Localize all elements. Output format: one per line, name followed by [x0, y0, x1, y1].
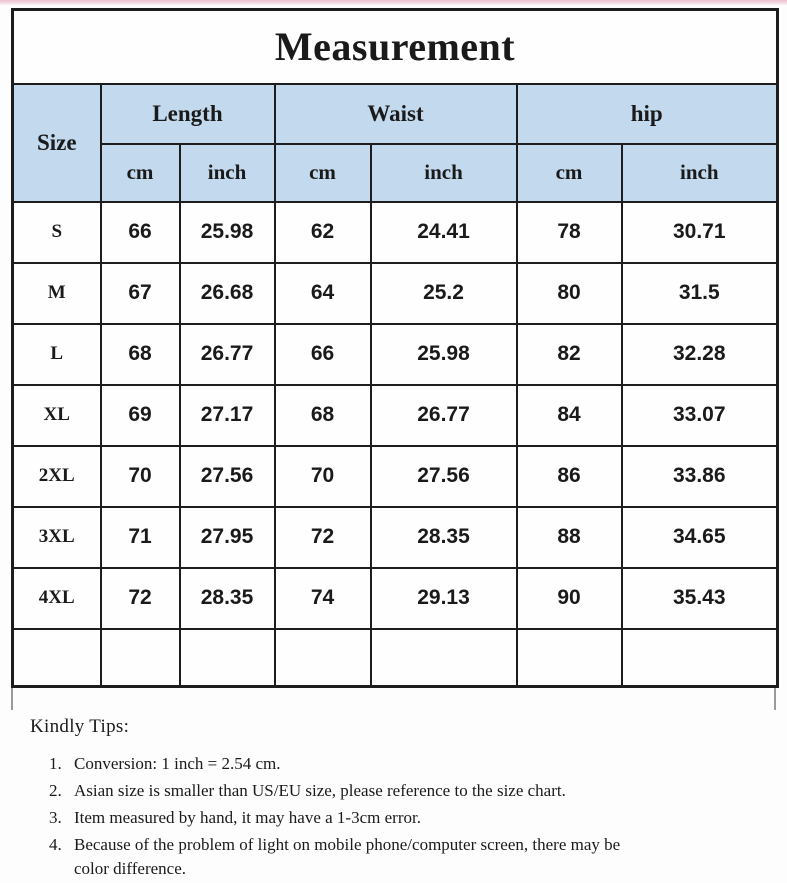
value-cell: 70: [275, 446, 371, 507]
value-cell: 25.98: [371, 324, 517, 385]
value-cell: 90: [517, 568, 622, 629]
unit-header-waist-cm: cm: [275, 144, 371, 202]
value-cell: 33.86: [622, 446, 778, 507]
value-cell: 84: [517, 385, 622, 446]
size-cell: 3XL: [13, 507, 101, 568]
empty-cell: [622, 629, 778, 687]
tip-item: 4. Because of the problem of light on mobile phone/computer screen, there may be color difference.: [66, 833, 638, 881]
col-header-size: Size: [13, 84, 101, 202]
frame-stub-right: [774, 688, 776, 710]
value-cell: 80: [517, 263, 622, 324]
table-row: [13, 568, 778, 629]
value-cell: 28.35: [371, 507, 517, 568]
unit-header-waist-inch: inch: [371, 144, 517, 202]
value-cell: 62: [275, 202, 371, 263]
value-cell: 24.41: [371, 202, 517, 263]
size-cell: XL: [13, 385, 101, 446]
value-cell: 34.65: [622, 507, 778, 568]
col-header-waist: Waist: [275, 84, 517, 144]
unit-header-hip-cm: cm: [517, 144, 622, 202]
unit-header-length-cm: cm: [101, 144, 180, 202]
table-row: [13, 385, 778, 446]
value-cell: 33.07: [622, 385, 778, 446]
value-cell: 86: [517, 446, 622, 507]
tip-item: 2. Asian size is smaller than US/EU size, please reference to the size chart.: [66, 779, 638, 803]
frame-stub-left: [11, 688, 13, 710]
value-cell: 64: [275, 263, 371, 324]
value-cell: 32.28: [622, 324, 778, 385]
value-cell: 88: [517, 507, 622, 568]
table-row: [13, 324, 778, 385]
table-row: [13, 446, 778, 507]
size-cell: L: [13, 324, 101, 385]
value-cell: 66: [275, 324, 371, 385]
value-cell: 25.2: [371, 263, 517, 324]
value-cell: 27.56: [371, 446, 517, 507]
empty-cell: [101, 629, 180, 687]
value-cell: 70: [101, 446, 180, 507]
value-cell: 69: [101, 385, 180, 446]
value-cell: 26.77: [371, 385, 517, 446]
value-cell: 68: [275, 385, 371, 446]
empty-cell: [371, 629, 517, 687]
tips-heading: Kindly Tips:: [30, 716, 130, 737]
size-cell: 4XL: [13, 568, 101, 629]
value-cell: 27.56: [180, 446, 275, 507]
value-cell: 27.95: [180, 507, 275, 568]
empty-cell: [517, 629, 622, 687]
measurement-table: [11, 8, 779, 688]
empty-cell: [13, 629, 101, 687]
value-cell: 72: [101, 568, 180, 629]
value-cell: 68: [101, 324, 180, 385]
unit-header-hip-inch: inch: [622, 144, 778, 202]
pink-divider-bar: [0, 0, 787, 5]
value-cell: 28.35: [180, 568, 275, 629]
value-cell: 78: [517, 202, 622, 263]
tips-list: [38, 752, 638, 881]
value-cell: 26.77: [180, 324, 275, 385]
value-cell: 27.17: [180, 385, 275, 446]
value-cell: 71: [101, 507, 180, 568]
tip-item: 1. Conversion: 1 inch = 2.54 cm.: [66, 752, 638, 776]
value-cell: 25.98: [180, 202, 275, 263]
size-cell: S: [13, 202, 101, 263]
size-cell: M: [13, 263, 101, 324]
tip-item: 3. Item measured by hand, it may have a 1-3cm error.: [66, 806, 638, 830]
value-cell: 82: [517, 324, 622, 385]
table-row: [13, 84, 778, 144]
col-header-hip: hip: [517, 84, 778, 144]
value-cell: 35.43: [622, 568, 778, 629]
value-cell: 30.71: [622, 202, 778, 263]
table-row: [13, 202, 778, 263]
empty-cell: [180, 629, 275, 687]
table-row: [13, 144, 778, 202]
table-row: [13, 263, 778, 324]
table-row: [13, 10, 778, 84]
value-cell: 74: [275, 568, 371, 629]
col-header-length: Length: [101, 84, 275, 144]
size-cell: 2XL: [13, 446, 101, 507]
kindly-tips-section: [30, 716, 730, 883]
value-cell: 67: [101, 263, 180, 324]
value-cell: 26.68: [180, 263, 275, 324]
value-cell: 72: [275, 507, 371, 568]
table-row: [13, 507, 778, 568]
empty-cell: [275, 629, 371, 687]
table-title: Measurement: [13, 10, 778, 84]
value-cell: 31.5: [622, 263, 778, 324]
table-row: [13, 629, 778, 687]
value-cell: 66: [101, 202, 180, 263]
value-cell: 29.13: [371, 568, 517, 629]
unit-header-length-inch: inch: [180, 144, 275, 202]
